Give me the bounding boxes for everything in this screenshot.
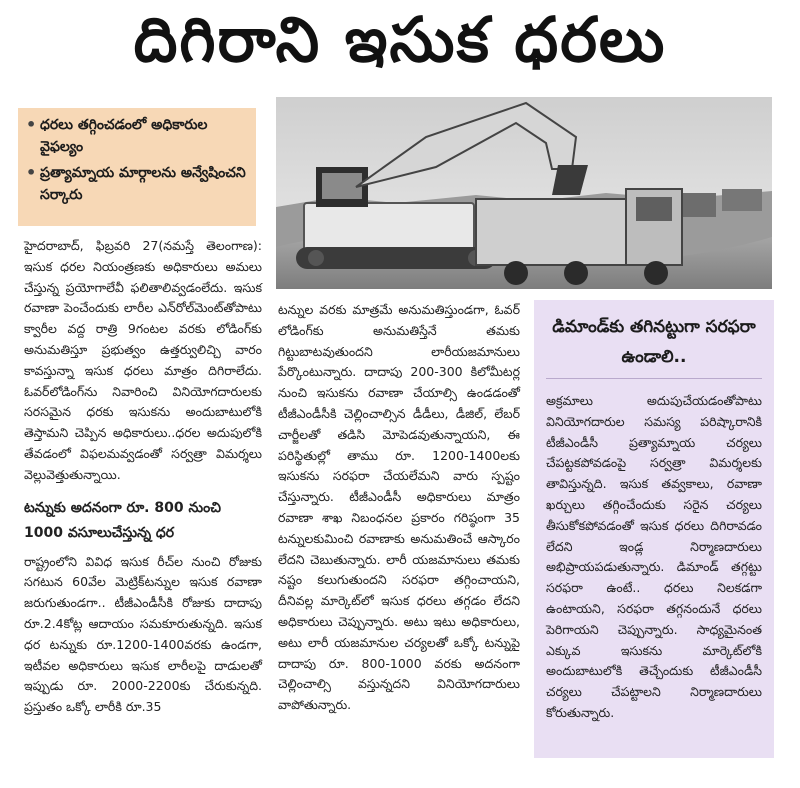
news-photo — [276, 97, 772, 289]
bullet-icon: • — [26, 163, 37, 182]
highlight-item — [26, 114, 248, 158]
article-subheading: టన్నుకు అదనంగా రూ. 800 నుంచి 1000 వసూలుచేస్తున్న ధర — [24, 499, 221, 541]
article-paragraph: రాష్ట్రంలోని వివిధ ఇసుక రీచ్‌ల నుంచి రోజుకు సగటున 60వేల మెట్రిక్‌టన్నుల ఇసుక రవాణా జరుగుతుండగా.. టీజీఎండీసీకి రోజుకు దాదాపు రూ.2.4కోట్ల ఆదాయం సమకూరుతున్నది. ఇసుక ధర టన్నుకు రూ.1200-1400వరకు ఉండగా, ఇటీవల అధికారులు ఇసుక లారీలపై దాడులతో ఇప్పుడు రూ. 2000-2200కు చేరుకున్నది. ప్రస్తుతం ఒక్కో లారీకి రూ.35 — [24, 553, 262, 715]
highlight-item — [26, 162, 248, 206]
sidebar-box — [534, 300, 774, 758]
article-paragraph: హైదరాబాద్, ఫిబ్రవరి 27(నమస్తే తెలంగాణ): ఇసుక ధరల నియంత్రణకు అధికారులు అమలు చేస్తున్న ప్రయోగాలేవీ ఫలితాలివ్వడంలేదు. ఇసుక రవాణా పెంచేందుకు లారీల ఎన్‌రోల్‌మెంట్‌తోపాటు క్వారీల వద్ద రాత్రి 9గంటల వరకు లోడింగ్‌కు అనుమతిస్తూ ప్రభుత్వం ఉత్తర్వులిచ్చి వారం కావస్తున్నా ఇసుక ధరలు మాత్రం దిగిరాలేదు. ఓవర్‌లోడింగ్‌ను నివారించి వినియోగదారులకు సరసమైన ధరకు ఇసుకను అందుబాటులోకి తెస్తామని చెప్పిన అధికారులు..ధరల అదుపులోకి తేవడంలో విఫలమవ్వడంతో సర్వత్రా విమర్శలు వెల్లువెత్తుతున్నాయి. — [24, 238, 262, 482]
highlights-box — [18, 108, 256, 226]
sidebar-paragraph: అక్రమాలు అదుపుచేయడంతోపాటు వినియోగదారుల సమస్య పరిష్కారానికి టీజీఎండీసీ ప్రత్యామ్నాయ చర్యలు చేపట్టకపోవడంపై సర్వత్రా విమర్శలకు తావిస్తున్నది. ఇసుక తవ్వకాలు, రవాణా ఖర్చులు తగ్గించేందుకు సరైన చర్యలు తీసుకోకపోవడంతో ఇసుక ధరలు దిగిరావడం లేదని ఇండ్ల నిర్మాణదారులు అభిప్రాయపడుతున్నారు. డిమాండ్ తగ్గట్టు సరఫరా ఉంటే.. ధరలు నిలకడగా ఉంటాయని, సరఫరా తగ్గనందునే ధరలు పెరిగాయని చెప్పున్నారు. సాధ్యమైనంత ఎక్కువ ఇసుకను మార్కెట్‌లోకి అందుబాటులోకి తెచ్చేందుకు టీజీఎండీసీ చర్యలు చేపట్టాలని నిర్మాణదారులు కోరుతున్నారు. — [546, 393, 762, 720]
bullet-icon: • — [26, 115, 37, 134]
article-column-2 — [278, 300, 520, 716]
sidebar-body — [546, 391, 762, 724]
headline: దిగిరాని ఇసుక ధరలు — [133, 3, 667, 76]
article-column-1 — [24, 236, 262, 718]
sidebar-title: డిమాండ్‌కు తగినట్టుగా సరఫరా ఉండాలి.. — [546, 312, 762, 379]
excavator-photo-icon — [276, 97, 772, 289]
highlight-text: ప్రత్యామ్నాయ మార్గాలను అన్వేషించని సర్కారు — [40, 165, 246, 203]
article-paragraph: టన్నుల వరకు మాత్రమే అనుమతిస్తుండగా, ఓవర్ లోడింగ్‌కు అనుమతిస్తేనే తమకు గిట్టుబాటవుతుందని లారీయజమానులు పేర్కొంటున్నారు. దాదాపు 200-300 కిలోమీటర్ల నుంచి ఇసుకను రవాణా చేయాల్సి ఉండడంతో టీజీఎండీసీకి చెల్లించాల్సిన డీడీలు, డీజిల్, లేబర్ చార్జీలతో తడిసి మోపెడవుతున్నాయని, ఈ పరిస్థితుల్లో తాము రూ. 1200-1400లకు ఇసుకను సరఫరా చేయలేమని వారు స్పష్టం చేస్తున్నారు. టీజీఎండీసీ అధికారులు మాత్రం రవాణా శాఖ నిబంధనల ప్రకారం గరిష్ఠంగా 35 టన్నులకుమించి రవాణాకు అనుమతించే ఆస్కారం లేదని చెబుతున్నారు. లారీ యజమానులు తమకు నష్టం కలుగుతుందని సరఫరా తగ్గించాయని, దీనివల్ల మార్కెట్‌లో ఇసుక ధరలు తగ్గడం లేదని అధికారులు చెప్పున్నారు. అటు ఇటు అధికారులు, అటు లారీ యజమానుల చర్యలతో ఒక్కో టన్నుపై దాదాపు రూ. 800-1000 వరకు అదనంగా చెల్లించాల్సి వస్తున్నదని వినియోగదారులు వాపోతున్నారు. — [278, 302, 520, 713]
highlight-text: ధరలు తగ్గించడంలో అధికారుల వైఫల్యం — [40, 117, 208, 155]
